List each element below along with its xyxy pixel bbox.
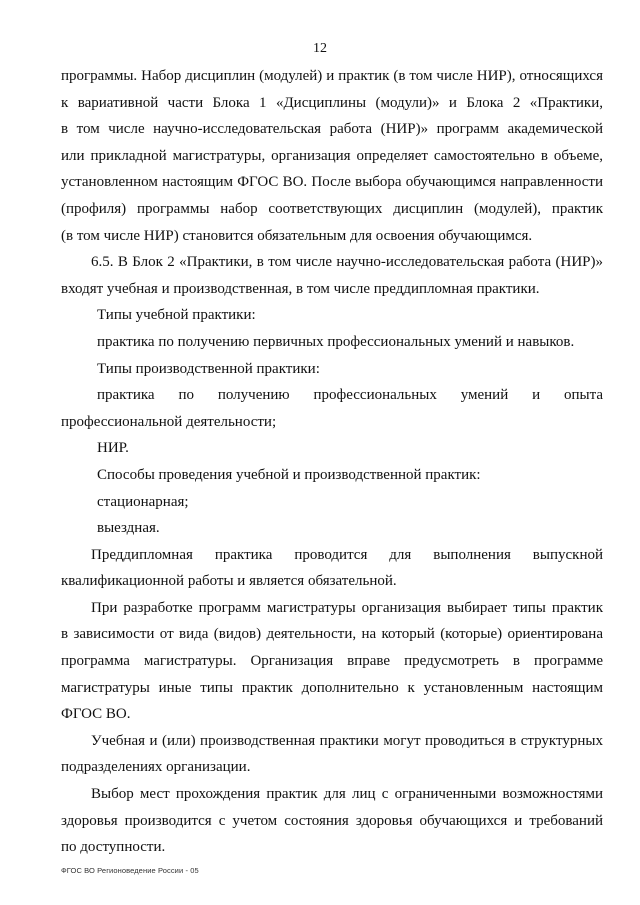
text-line: программа магистратуры. Организация вправе предусмотреть в программе (61, 653, 603, 670)
text-line: к вариативной части Блока 1 «Дисциплины (модули)» и Блока 2 «Практики, (61, 94, 603, 111)
text-line: стационарная; (97, 493, 189, 510)
text-line: 6.5. В Блок 2 «Практики, в том числе научно-исследовательская работа (НИР)» (91, 254, 603, 271)
text-line: Учебная и (или) производственная практики могут проводиться в структурных (91, 732, 603, 749)
text-line: выездная. (97, 520, 160, 537)
text-line: Преддипломная практика проводится для выполнения выпускной (91, 546, 603, 563)
text-line: по доступности. (61, 839, 166, 856)
text-line: Выбор мест прохождения практик для лиц с ограниченными возможностями (91, 786, 603, 803)
page-footer: ФГОС ВО Регионоведение России - 05 (61, 866, 199, 875)
text-line: (профиля) программы набор соответствующих дисциплин (модулей), практик (61, 200, 603, 217)
text-line: или прикладной магистратуры, организация определяет самостоятельно в объеме, (61, 147, 603, 164)
text-line: квалификационной работы и является обязательной. (61, 573, 397, 590)
text-line: входят учебная и производственная, в том числе преддипломная практики. (61, 280, 540, 297)
text-line: При разработке программ магистратуры организация выбирает типы практик (91, 599, 603, 616)
text-line: практика по получению первичных профессиональных умений и навыков. (97, 333, 575, 350)
text-line: магистратуры иные типы практик дополнительно к установленным настоящим (61, 679, 603, 696)
text-line: установленном настоящим ФГОС ВО. После выбора обучающимся направленности (61, 174, 603, 191)
text-line: НИР. (97, 440, 129, 457)
text-line: в зависимости от вида (видов) деятельности, на который (которые) ориентирована (61, 626, 603, 643)
text-line: подразделениях организации. (61, 759, 251, 776)
text-line: (в том числе НИР) становится обязательным для освоения обучающимся. (61, 227, 533, 244)
page-number: 12 (313, 41, 327, 56)
text-line: в том числе научно-исследовательская работа (НИР)» программ академической (61, 121, 603, 138)
text-line: профессиональной деятельности; (61, 413, 277, 430)
document-body (61, 63, 603, 861)
text-line: Способы проведения учебной и производственной практик: (97, 466, 481, 483)
text-line: программы. Набор дисциплин (модулей) и практик (в том числе НИР), относящихся (61, 68, 603, 84)
text-line: здоровья производится с учетом состояния здоровья обучающихся и требований (61, 812, 603, 829)
text-line: Типы производственной практики: (97, 360, 320, 377)
text-line: Типы учебной практики: (97, 307, 256, 324)
text-line: практика по получению профессиональных умений и опыта (97, 387, 603, 404)
text-line: ФГОС ВО. (61, 706, 131, 723)
